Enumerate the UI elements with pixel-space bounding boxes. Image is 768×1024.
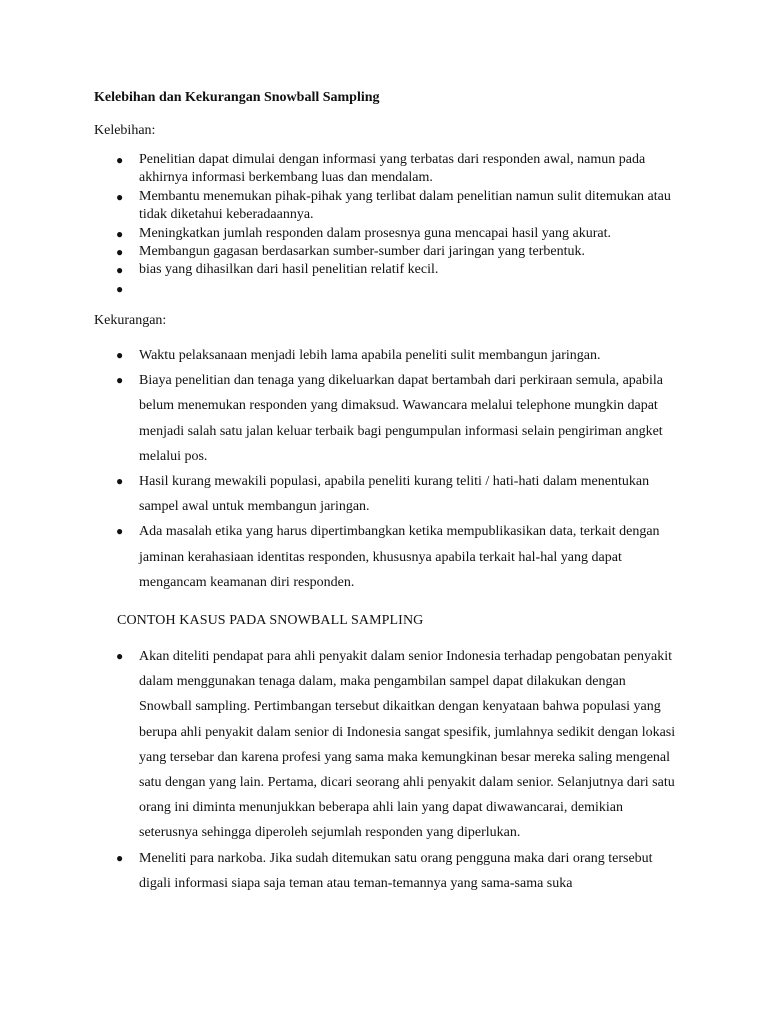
contoh-heading: CONTOH KASUS PADA SNOWBALL SAMPLING xyxy=(117,613,424,628)
list-item-text: Meneliti para narkoba. Jika sudah ditemukan satu orang pengguna maka dari orang tersebut digali informasi siapa saja teman atau teman-temannya yang sama-sama suka xyxy=(139,850,653,891)
list-item xyxy=(116,469,676,519)
list-item-text: Waktu pelaksanaan menjadi lebih lama apabila peneliti sulit membangun jaringan. xyxy=(139,348,601,363)
list-item xyxy=(116,343,676,368)
bullet-icon: ● xyxy=(116,474,124,489)
kelebihan-label: Kelebihan: xyxy=(94,123,156,138)
bullet-icon: ● xyxy=(116,281,124,296)
list-item-text: Ada masalah etika yang harus dipertimbangkan ketika mempublikasikan data, terkait dengan jaminan kerahasiaan identitas responden, khususnya apabila terkait hal-hal yang dapat mengancam keamanan diri responden. xyxy=(139,524,660,590)
list-item-text: Meningkatkan jumlah responden dalam prosesnya guna mencapai hasil yang akurat. xyxy=(139,225,611,241)
bullet-icon: ● xyxy=(116,226,124,241)
bullet-icon: ● xyxy=(116,524,124,539)
bullet-icon: ● xyxy=(116,649,124,663)
list-item xyxy=(116,151,676,188)
bullet-icon: ● xyxy=(116,189,124,204)
bullet-icon: ● xyxy=(116,245,124,260)
list-item-text: Biaya penelitian dan tenaga yang dikeluarkan dapat bertambah dari perkiraan semula, apabila belum menemukan responden yang dimaksud. Wawancara melalui telephone mungkin dapat menjadi salah satu jalan keluar terbaik bagi pengumpulan informasi selain pengiriman angket melalui pos. xyxy=(139,373,663,464)
kekurangan-list xyxy=(116,343,676,595)
bullet-icon: ● xyxy=(116,153,124,167)
list-item xyxy=(116,188,676,225)
kelebihan-list xyxy=(116,151,676,298)
list-item xyxy=(116,368,676,469)
list-item xyxy=(116,519,676,595)
bullet-icon: ● xyxy=(116,850,124,865)
list-item-text: Membangun gagasan berdasarkan sumber-sumber dari jaringan yang terbentuk. xyxy=(139,244,586,260)
contoh-list xyxy=(116,644,676,896)
bullet-icon: ● xyxy=(116,263,124,278)
bullet-icon: ● xyxy=(116,373,124,388)
list-item xyxy=(116,225,676,243)
list-item-text: Membantu menemukan pihak-pihak yang terlibat dalam penelitian namun sulit ditemukan atau tidak diketahui keberadaannya. xyxy=(139,188,671,223)
bullet-icon: ● xyxy=(116,348,124,362)
list-item xyxy=(116,644,676,846)
list-item-text: Akan diteliti pendapat para ahli penyakit dalam senior Indonesia terhadap pengobatan penyakit dalam menggunakan tenaga dalam, maka pengambilan sampel dapat dilakukan dengan Snowball sampling. Pertimbangan tersebut dikaitkan dengan kenyataan bahwa populasi yang berupa ahli penyakit dalam senior di Indonesia sangat spesifik, jumlahnya sedikit dengan lokasi yang tersebar dan karena profesi yang sama maka kemungkinan besar mereka saling mengenal satu dengan yang lain. Pertama, dicari seorang ahli penyakit dalam senior. Selanjutnya dari satu orang ini diminta menunjukkan beberapa ahli lain yang dapat diwawancarai, demikian seterusnya sehingga diperoleh sejumlah responden yang diperlukan. xyxy=(139,649,676,841)
list-item-text: Penelitian dapat dimulai dengan informasi yang terbatas dari responden awal, namun pada akhirnya informasi berkembang luas dan mendalam. xyxy=(139,152,646,186)
list-item-empty xyxy=(116,280,676,298)
list-item xyxy=(116,261,676,279)
list-item xyxy=(116,243,676,261)
kekurangan-label: Kekurangan: xyxy=(94,313,167,328)
list-item-text: Hasil kurang mewakili populasi, apabila peneliti kurang teliti / hati-hati dalam menentukan sampel awal untuk membangun jaringan. xyxy=(139,474,650,515)
list-item xyxy=(116,846,676,896)
page-title: Kelebihan dan Kekurangan Snowball Sampling xyxy=(94,90,380,105)
list-item-text: bias yang dihasilkan dari hasil penelitian relatif kecil. xyxy=(139,262,439,278)
